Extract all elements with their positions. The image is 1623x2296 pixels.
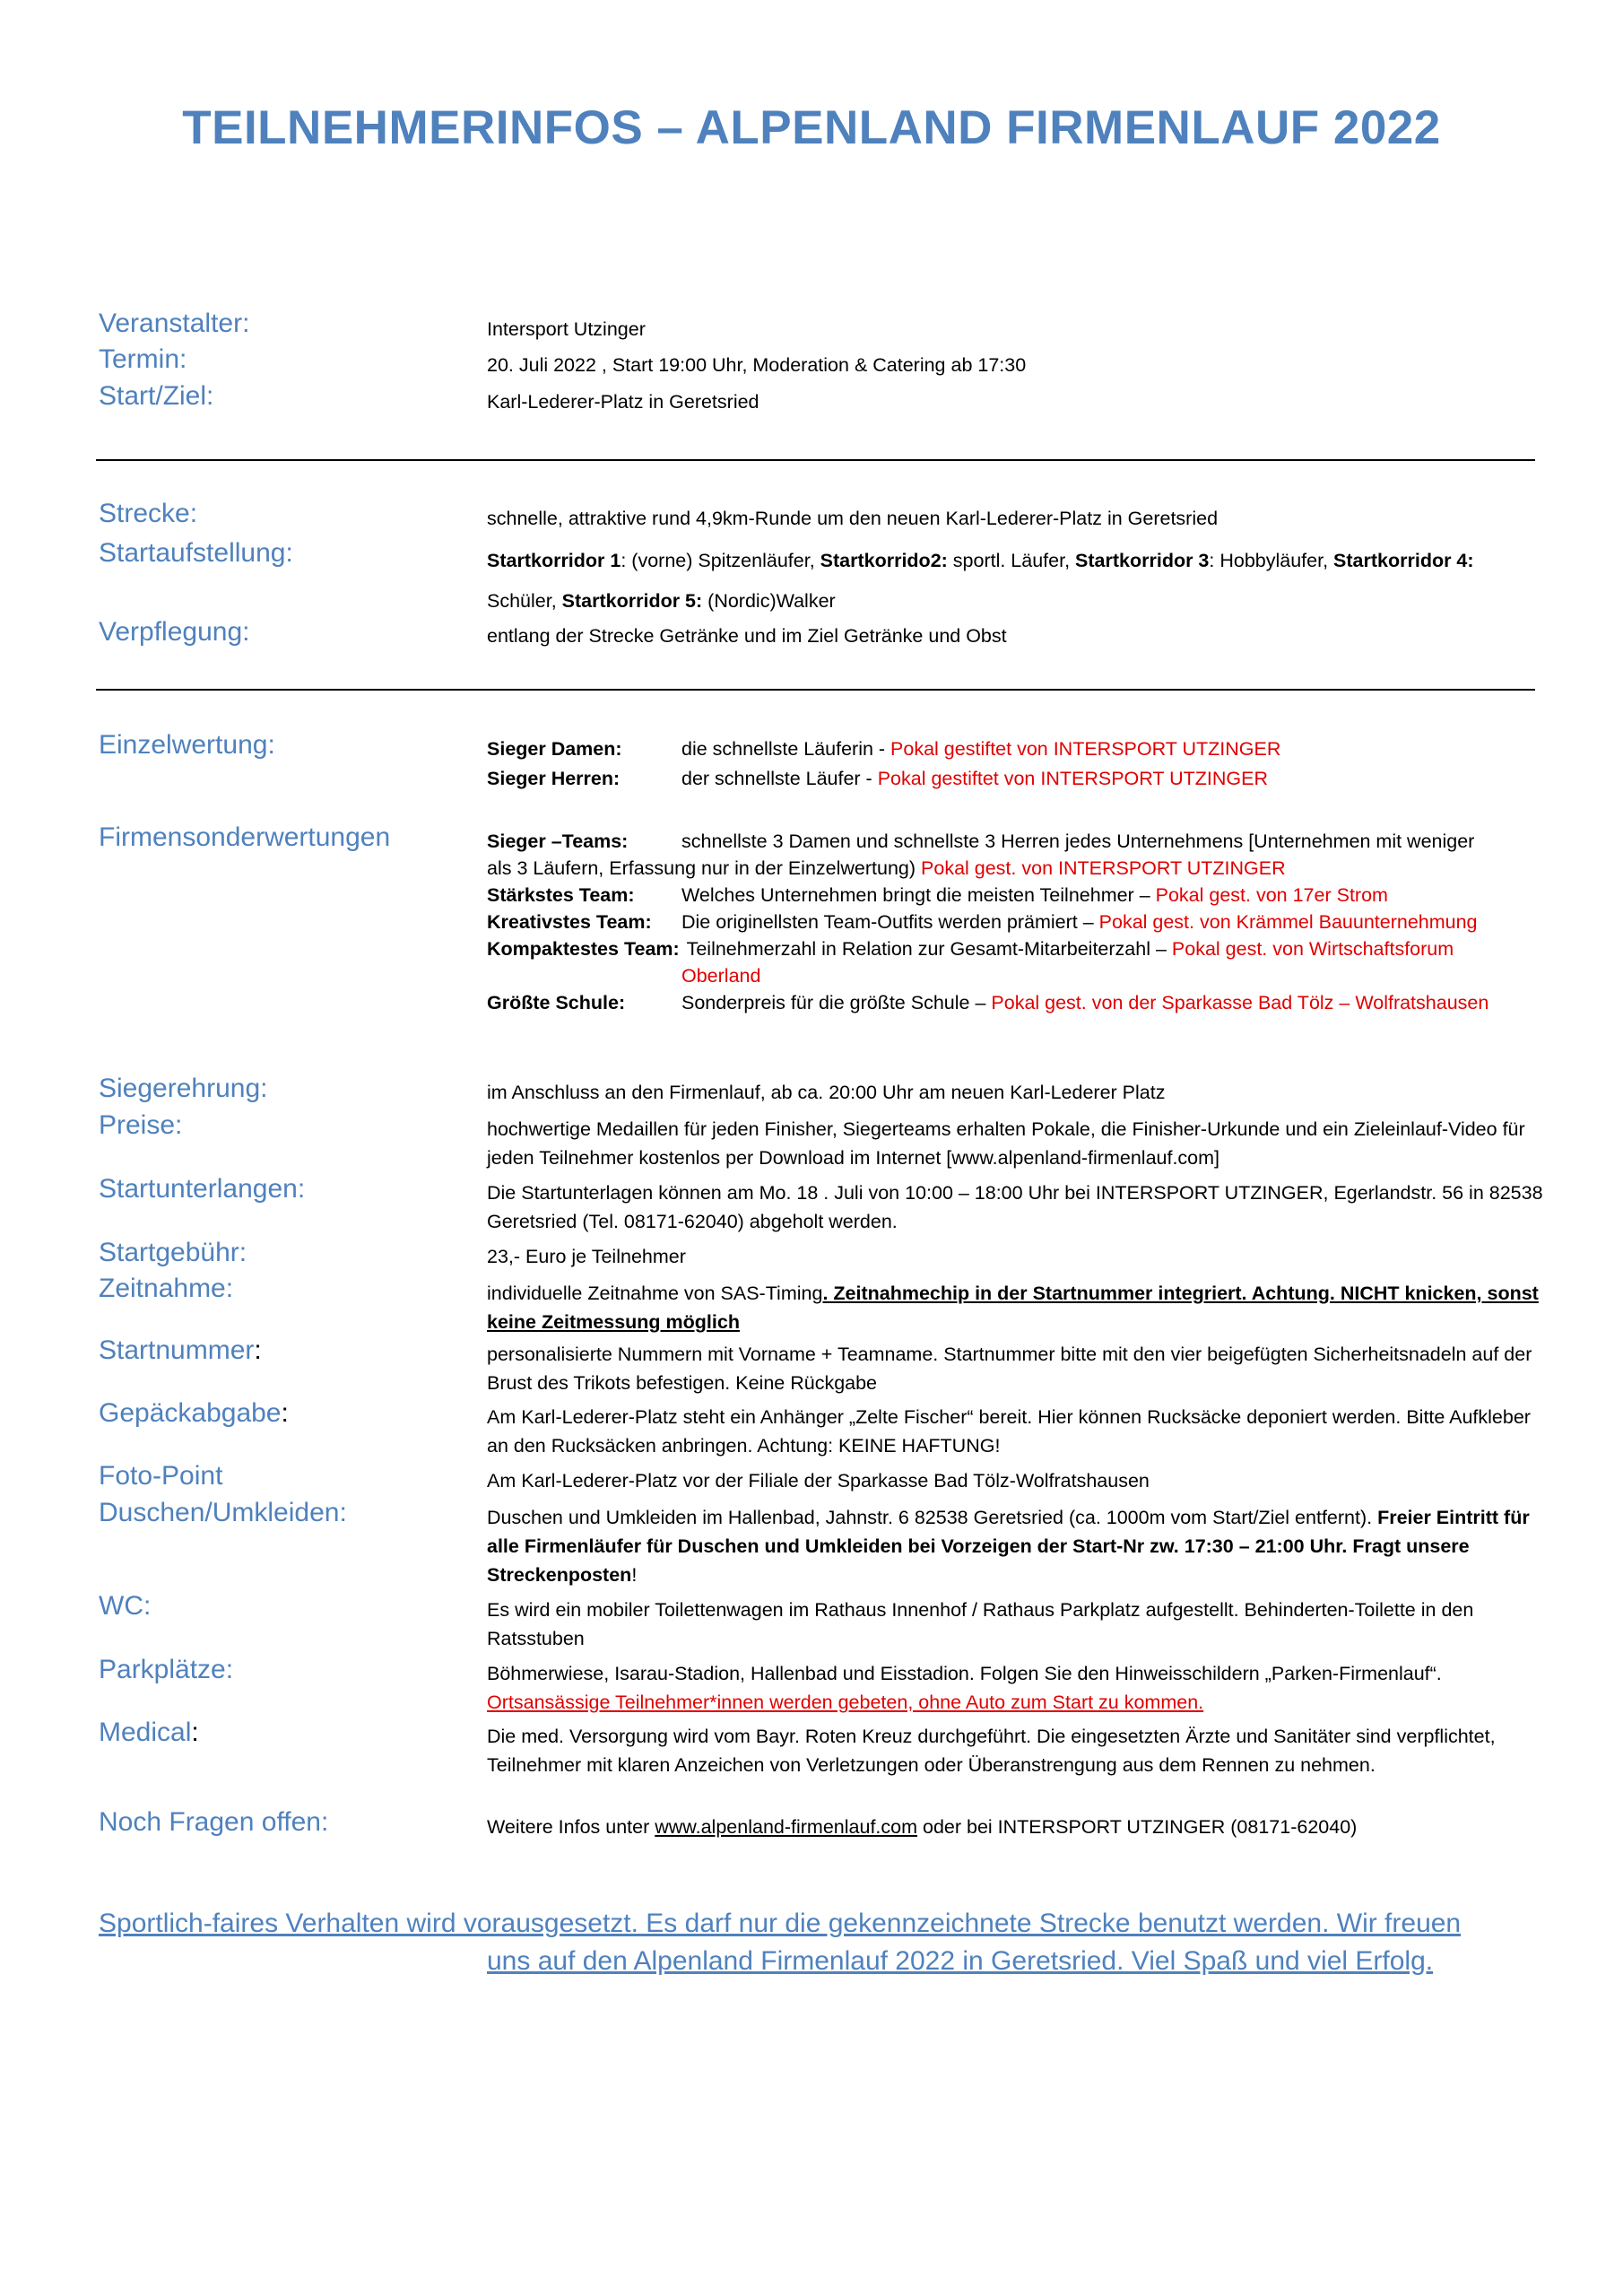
divider-1 [96, 459, 1535, 461]
parking-notice: Ortsansässige Teilnehmer*innen werden gebeten, ohne Auto zum Start zu kommen. [487, 1692, 1204, 1713]
footer-line-2: uns auf den Alpenland Firmenlauf 2022 in Geretsried. Viel Spaß und viel Erfolg. [487, 1946, 1434, 1976]
label-preise: Preise: [99, 1110, 183, 1140]
label-duschen-umkleiden: Duschen/Umkleiden: [99, 1498, 347, 1527]
value-startnummer: personalisierte Nummern mit Vorname + Teamname. Startnummer bitte mit den vier beigefügten Sicherheitsnadeln auf der Brust des Trikots befestigen. Keine Rückgabe [487, 1344, 1532, 1394]
korridor-1-label: Startkorridor 1 [487, 550, 621, 571]
label-startaufstellung: Startaufstellung: [99, 538, 293, 568]
label-startnummer: Startnummer: [99, 1335, 262, 1365]
label-start-ziel: Start/Ziel: [99, 381, 214, 411]
value-veranstalter: Intersport Utzinger [487, 318, 646, 340]
website-link[interactable]: www.alpenland-firmenlauf.com [655, 1816, 918, 1838]
value-duschen-umkleiden: Duschen und Umkleiden im Hallenbad, Jahnstr. 6 82538 Geretsried (ca. 1000m vom Start/Ziel entfernt). Freier Eintritt für alle Firmenläufer für Duschen und Umkleiden bei Vorzeigen der Start-Nr zw. 17:30 – 21:00 Uhr. Fragt unsere Streckenposten! [487, 1507, 1530, 1586]
label-zeitnahme: Zeitnahme: [99, 1274, 234, 1303]
page-title: TEILNEHMERINFOS – ALPENLAND FIRMENLAUF 2022 [182, 101, 1441, 154]
value-wc: Es wird ein mobiler Toilettenwagen im Rathaus Innenhof / Rathaus Parkplatz aufgestellt. Behinderten-Toilette in den Ratsstuben [487, 1599, 1474, 1649]
footer-line-1: Sportlich-faires Verhalten wird vorausgesetzt. Es darf nur die gekennzeichnete Strecke benutzt werden. Wir freuen [99, 1909, 1462, 1938]
value-siegerehrung: im Anschluss an den Firmenlauf, ab ca. 20:00 Uhr am neuen Karl-Lederer Platz [487, 1082, 1166, 1103]
label-verpflegung: Verpflegung: [99, 617, 250, 647]
label-gepaeckabgabe: Gepäckabgabe: [99, 1398, 289, 1428]
korridor-2-label: Startkorrido2: [820, 550, 948, 571]
korridor-3-label: Startkorridor 3 [1075, 550, 1210, 571]
value-startaufstellung-line2: Schüler, Startkorridor 5: (Nordic)Walker [487, 590, 836, 612]
label-parkplaetze: Parkplätze: [99, 1655, 234, 1684]
row-sieger-damen: Sieger Damen: die schnellste Läuferin - Pokal gestiftet von INTERSPORT UTZINGER [487, 738, 1281, 760]
value-startaufstellung-line1: Startkorridor 1: (vorne) Spitzenläufer, Startkorrido2: sportl. Läufer, Startkorridor 3: Hobbyläufer, Startkorridor 4: [487, 550, 1474, 571]
value-foto-point: Am Karl-Lederer-Platz vor der Filiale der Sparkasse Bad Tölz-Wolfratshausen [487, 1470, 1150, 1492]
label-startunterlagen: Startunterlangen: [99, 1174, 306, 1204]
value-medical: Die med. Versorgung wird vom Bayr. Roten Kreuz durchgeführt. Die eingesetzten Ärzte und Sanitäter sind verpflichtet, Teilnehmer mit klaren Anzeichen von Verletzungen oder Überanstrengung aus dem Rennen zu nehmen. [487, 1726, 1496, 1776]
value-zeitnahme: individuelle Zeitnahme von SAS-Timing. Zeitnahmechip in der Startnummer integriert. Achtung. NICHT knicken, sonst keine Zeitmessung möglich [487, 1283, 1539, 1333]
label-termin: Termin: [99, 344, 187, 374]
value-verpflegung: entlang der Strecke Getränke und im Ziel Getränke und Obst [487, 625, 1007, 647]
label-startgebuehr: Startgebühr: [99, 1238, 247, 1267]
value-start-ziel: Karl-Lederer-Platz in Geretsried [487, 391, 759, 413]
row-kompaktestes-team: Kompaktestes Team: Teilnehmerzahl in Relation zur Gesamt-Mitarbeiterzahl – Pokal gest. von Wirtschaftsforum [487, 938, 1454, 960]
row-staerkstes-team: Stärkstes Team: Welches Unternehmen bringt die meisten Teilnehmer – Pokal gest. von 17er Strom [487, 884, 1388, 906]
value-startgebuehr: 23,- Euro je Teilnehmer [487, 1246, 686, 1267]
value-startunterlagen: Die Startunterlagen können am Mo. 18 . Juli von 10:00 – 18:00 Uhr bei INTERSPORT UTZINGER, Egerlandstr. 56 in 82538 Geretsried (Tel. 08171-62040) abgeholt werden. [487, 1182, 1543, 1232]
label-siegerehrung: Siegerehrung: [99, 1074, 268, 1103]
row-kompaktestes-team-cont: Oberland [681, 965, 761, 987]
divider-2 [96, 689, 1535, 691]
label-foto-point: Foto-Point [99, 1461, 223, 1491]
label-strecke: Strecke: [99, 499, 198, 528]
korridor-4-label: Startkorridor 4: [1333, 550, 1474, 571]
label-einzelwertung: Einzelwertung: [99, 730, 275, 760]
value-strecke: schnelle, attraktive rund 4,9km-Runde um den neuen Karl-Lederer-Platz in Geretsried [487, 508, 1219, 529]
korridor-5-label: Startkorridor 5: [561, 590, 703, 612]
row-sieger-herren: Sieger Herren: der schnellste Läufer - Pokal gestiftet von INTERSPORT UTZINGER [487, 768, 1269, 789]
label-firmensonderwertungen: Firmensonderwertungen [99, 822, 391, 852]
label-medical: Medical: [99, 1718, 199, 1747]
row-groesste-schule: Größte Schule: Sonderpreis für die größte Schule – Pokal gest. von der Sparkasse Bad Tölz – Wolfratshausen [487, 992, 1489, 1013]
row-sieger-teams-cont: als 3 Läufern, Erfassung nur in der Einzelwertung) Pokal gest. von INTERSPORT UTZINGER [487, 857, 1286, 879]
label-wc: WC: [99, 1591, 152, 1621]
row-sieger-teams: Sieger –Teams: schnellste 3 Damen und schnellste 3 Herren jedes Unternehmens [Unternehmen mit weniger [487, 831, 1475, 852]
value-gepaeckabgabe: Am Karl-Lederer-Platz steht ein Anhänger „Zelte Fischer“ bereit. Hier können Rucksäcke deponiert werden. Bitte Aufkleber an den Rucksäcken anbringen. Achtung: KEINE HAFTUNG! [487, 1406, 1531, 1457]
label-noch-fragen: Noch Fragen offen: [99, 1807, 329, 1837]
value-termin: 20. Juli 2022 , Start 19:00 Uhr, Moderation & Catering ab 17:30 [487, 354, 1027, 376]
value-preise: hochwertige Medaillen für jeden Finisher, Siegerteams erhalten Pokale, die Finisher-Urkunde und ein Zieleinlauf-Video für jeden Teilnehmer kostenlos per Download im Internet [www.alpenland-firmenlauf.com] [487, 1118, 1525, 1169]
row-kreativstes-team: Kreativstes Team: Die originellsten Team-Outfits werden prämiert – Pokal gest. von Krämmel Bauunternehmung [487, 911, 1478, 933]
label-veranstalter: Veranstalter: [99, 309, 250, 338]
value-parkplaetze: Böhmerwiese, Isarau-Stadion, Hallenbad und Eisstadion. Folgen Sie den Hinweisschildern „Parken-Firmenlauf“. Ortsansässige Teilnehmer*innen werden gebeten, ohne Auto zum Start zu kommen. [487, 1659, 1545, 1717]
value-noch-fragen: Weitere Infos unter www.alpenland-firmenlauf.com oder bei INTERSPORT UTZINGER (08171-62040) [487, 1816, 1358, 1838]
